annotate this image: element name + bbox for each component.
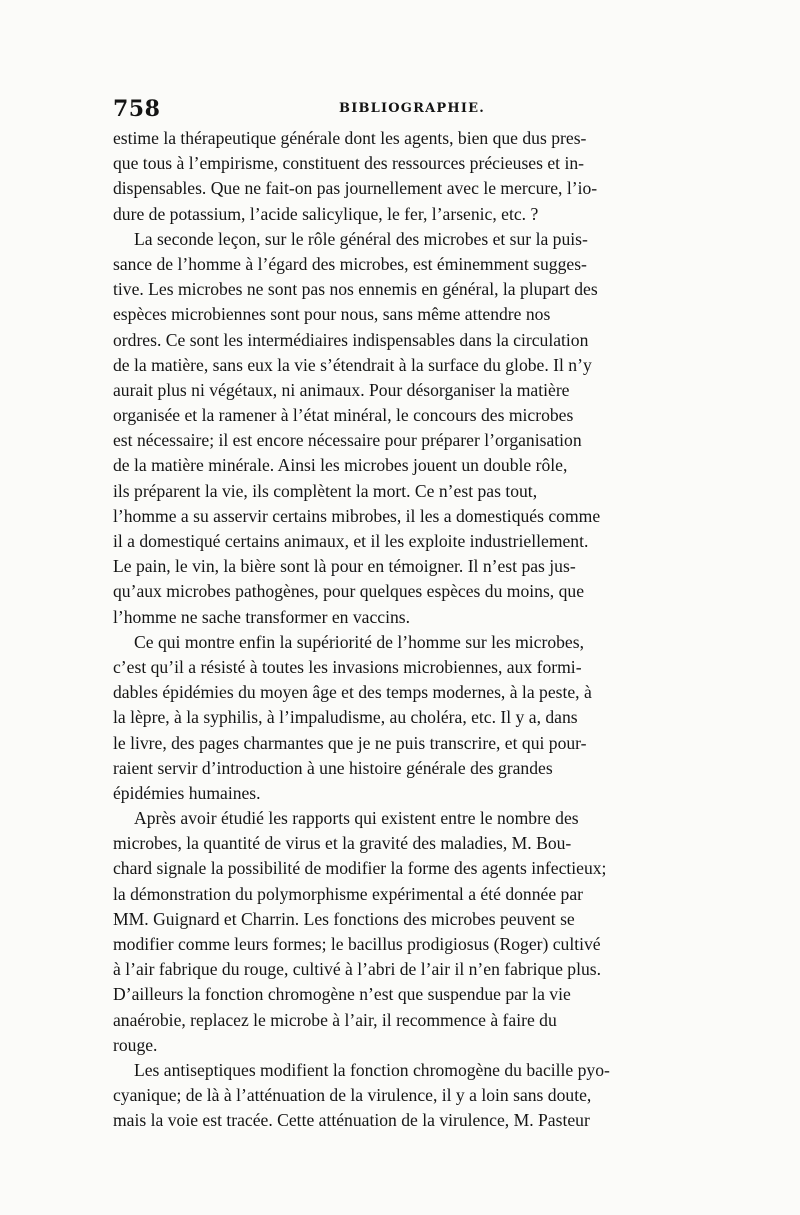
text-line: dure de potassium, l’acide salicylique, le fer, l’arsenic, etc. ? [113,203,539,224]
text-line: raient servir d’introduction à une histoire générale des grandes [113,757,553,778]
text-line: le livre, des pages charmantes que je ne puis transcrire, et qui pour- [113,732,587,753]
text-line: dispensables. Que ne fait-on pas journellement avec le mercure, l’io- [113,178,598,199]
text-line: tive. Les microbes ne sont pas nos ennemis en général, la plupart des [113,279,598,300]
paragraph-start-line: Les antiseptiques modifient la fonction chromogène du bacille pyo- [134,1059,610,1080]
text-line: à l’air fabrique du rouge, cultivé à l’abri de l’air il n’en fabrique plus. [113,959,602,980]
text-line: ils préparent la vie, ils complètent la mort. Ce n’est pas tout, [113,480,538,501]
text-line: l’homme a su asservir certains mibrobes, il les a domestiqués comme [113,505,601,526]
text-line: anaérobie, replacez le microbe à l’air, il recommence à faire du [113,1009,557,1030]
text-line: est nécessaire; il est encore nécessaire pour préparer l’organisation [113,430,582,451]
text-line: aurait plus ni végétaux, ni animaux. Pour désorganiser la matière [113,379,570,400]
text-line: mais la voie est tracée. Cette atténuation de la virulence, M. Pasteur [113,1110,590,1131]
text-line: modifier comme leurs formes; le bacillus prodigiosus (Roger) cultivé [113,934,601,954]
text-line: épidémies humaines. [113,782,261,803]
text-line: dables épidémies du moyen âge et des temps modernes, à la peste, à [113,682,592,703]
text-line: c’est qu’il a résisté à toutes les invasions microbiennes, aux formi- [113,656,582,677]
text-line: l’homme ne sache transformer en vaccins. [113,606,411,627]
text-line: Le pain, le vin, la bière sont là pour en témoigner. Il n’est pas jus- [113,556,576,577]
text-line: de la matière, sans eux la vie s’étendrait à la surface du globe. Il n’y [113,354,592,375]
text-line: rouge. [113,1034,158,1055]
body-text [113,126,685,1134]
paragraph-start-line: Après avoir étudié les rapports qui existent entre le nombre des [134,808,579,829]
text-line: la lèpre, à la syphilis, à l’impaludisme, au choléra, etc. Il y a, dans [113,707,578,728]
text-line: espèces microbiennes sont pour nous, sans même attendre nos [113,304,551,325]
text-line: D’ailleurs la fonction chromogène n’est que suspendue par la vie [113,984,571,1005]
running-title: BIBLIOGRAPHIE. [339,101,485,116]
text-line: MM. Guignard et Charrin. Les fonctions des microbes peuvent se [113,908,575,929]
text-line: microbes, la quantité de virus et la gravité des maladies, M. Bou- [113,833,572,854]
text-line: il a domestiqué certains animaux, et il les exploite industriellement. [113,531,589,551]
text-line: chard signale la possibilité de modifier la forme des agents infectieux; [113,858,607,879]
page-number: 758 [113,96,161,122]
paragraph-start-line: Ce qui montre enfin la supériorité de l’homme sur les microbes, [134,631,584,652]
text-line: cyanique; de là à l’atténuation de la virulence, il y a loin sans doute, [113,1085,592,1106]
paragraph-start-line: La seconde leçon, sur le rôle général des microbes et sur la puis- [134,228,588,249]
text-line: ordres. Ce sont les intermédiaires indispensables dans la circulation [113,329,589,350]
text-line: sance de l’homme à l’égard des microbes, est éminemment sugges- [113,253,587,274]
text-line: de la matière minérale. Ainsi les microbes jouent un double rôle, [113,455,568,476]
text-line: la démonstration du polymorphisme expérimental a été donnée par [113,883,583,904]
text-line: que tous à l’empirisme, constituent des ressources précieuses et in- [113,153,584,174]
text-line: qu’aux microbes pathogènes, pour quelques espèces du moins, que [113,581,585,602]
text-line: organisée et la ramener à l’état minéral, le concours des microbes [113,405,574,426]
page-header [113,96,685,120]
text-line: estime la thérapeutique générale dont les agents, bien que dus pres- [113,128,587,148]
